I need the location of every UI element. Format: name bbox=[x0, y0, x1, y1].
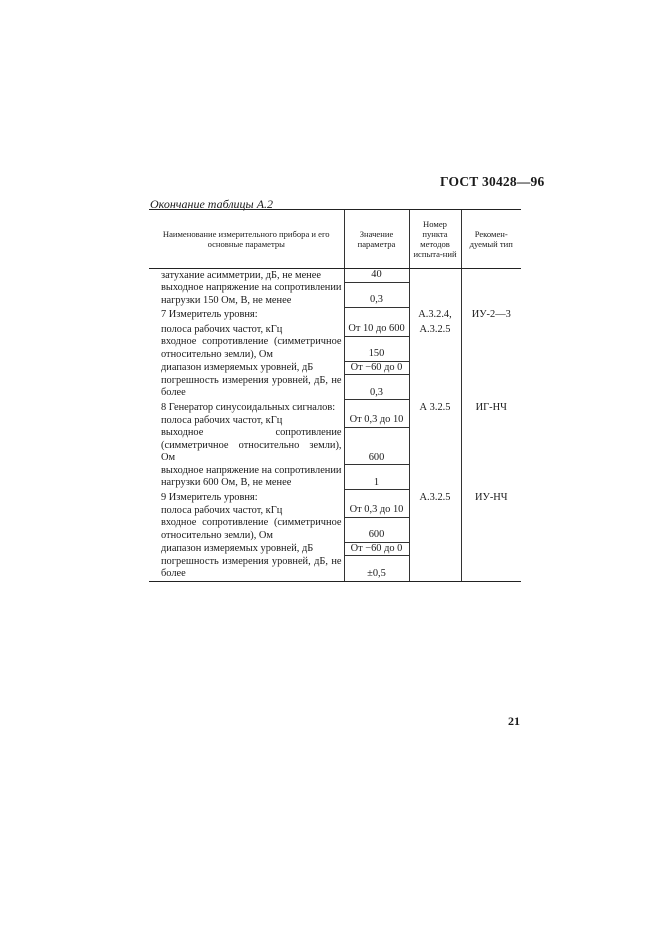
column-header-type: Рекомен-дуемый тип bbox=[461, 210, 521, 269]
column-header-clause: Номер пункта методов испыта-ний bbox=[409, 210, 461, 269]
row-type bbox=[461, 322, 521, 337]
row-clause bbox=[409, 465, 461, 490]
row-name: 7 Измеритель уровня: bbox=[161, 309, 258, 320]
row-name: полоса рабочих частот, кГц bbox=[161, 504, 283, 516]
row-value: 1 bbox=[344, 465, 409, 490]
row-value: От 0,3 до 10 bbox=[344, 414, 409, 427]
row-name: выходное сопротивление (симметричное относительно земли), Ом bbox=[161, 427, 342, 463]
row-name: погрешность измерения уровней, дБ, не более bbox=[161, 374, 342, 398]
row-clause: А.3.2.5 bbox=[419, 491, 451, 503]
row-value: От 10 до 600 bbox=[344, 322, 409, 337]
column-header-name: Наименование измерительного прибора и его основные параметры bbox=[149, 210, 344, 269]
row-type: ИУ-НЧ bbox=[461, 490, 521, 505]
row-name: диапазон измеряемых уровней, дБ bbox=[161, 362, 314, 373]
row-type bbox=[461, 336, 521, 361]
row-type bbox=[461, 465, 521, 490]
row-type bbox=[461, 542, 521, 556]
row-type: ИГ-НЧ bbox=[461, 400, 521, 415]
row-value bbox=[344, 490, 409, 505]
row-clause bbox=[409, 556, 461, 582]
page-number: 21 bbox=[508, 714, 520, 728]
row-name: диапазон измеряемых уровней, дБ bbox=[161, 543, 314, 554]
row-clause bbox=[409, 336, 461, 361]
row-type bbox=[461, 375, 521, 400]
row-name: полоса рабочих частот, кГц bbox=[161, 414, 283, 426]
row-name: входное сопротивление (симметричное относительно земли), Ом bbox=[161, 517, 342, 541]
table-caption: Окончание таблицы А.2 bbox=[150, 197, 274, 211]
row-clause bbox=[409, 361, 461, 375]
table-row bbox=[149, 542, 521, 556]
row-type bbox=[461, 361, 521, 375]
row-value: ±0,5 bbox=[344, 556, 409, 582]
table-row bbox=[149, 556, 521, 582]
row-type bbox=[461, 414, 521, 427]
row-value bbox=[344, 307, 409, 322]
table-header-row bbox=[149, 210, 521, 269]
row-clause bbox=[409, 517, 461, 542]
row-clause bbox=[409, 542, 461, 556]
row-clause bbox=[409, 504, 461, 517]
row-name: полоса рабочих частот, кГц bbox=[161, 323, 283, 335]
row-clause bbox=[409, 269, 461, 283]
row-name: входное сопротивление (симметричное относительно земли), Ом bbox=[161, 336, 342, 360]
row-value: 600 bbox=[344, 517, 409, 542]
row-type: ИУ-2—3 bbox=[461, 307, 521, 322]
row-clause: А.3.2.4, bbox=[418, 309, 452, 320]
row-type bbox=[461, 517, 521, 542]
row-type bbox=[461, 556, 521, 582]
row-clause: А 3.2.5 bbox=[419, 401, 451, 413]
row-value: 40 bbox=[344, 269, 409, 283]
row-name: затухание асимметрии, дБ, не менее bbox=[161, 269, 321, 281]
page-header-standard: ГОСТ 30428—96 bbox=[440, 174, 545, 189]
table-row bbox=[149, 361, 521, 375]
row-clause bbox=[409, 375, 461, 400]
table-row bbox=[149, 375, 521, 400]
table-row bbox=[149, 322, 521, 337]
table-row bbox=[149, 465, 521, 490]
table-row bbox=[149, 307, 521, 322]
table-row bbox=[149, 490, 521, 505]
table-row bbox=[149, 504, 521, 517]
row-type bbox=[461, 282, 521, 307]
table-row bbox=[149, 427, 521, 465]
row-value: От −60 до 0 bbox=[344, 542, 409, 556]
table-row bbox=[149, 282, 521, 307]
row-name: погрешность измерения уровней, дБ, не более bbox=[149, 556, 344, 582]
row-value: 0,3 bbox=[344, 282, 409, 307]
row-clause bbox=[409, 414, 461, 427]
row-clause: А.3.2.5 bbox=[419, 323, 451, 335]
column-header-value: Значение параметра bbox=[344, 210, 409, 269]
row-value: От −60 до 0 bbox=[344, 361, 409, 375]
row-type bbox=[461, 427, 521, 465]
row-name: выходное напряжение на сопротивлении нагрузки 150 Ом, В, не менее bbox=[161, 282, 342, 306]
parameters-table bbox=[149, 209, 521, 582]
row-type bbox=[461, 269, 521, 283]
row-clause bbox=[409, 427, 461, 465]
table-row bbox=[149, 400, 521, 415]
row-name: 8 Генератор синусоидальных сигналов: bbox=[161, 401, 336, 413]
row-value: 0,3 bbox=[344, 375, 409, 400]
table-row bbox=[149, 517, 521, 542]
row-name: 9 Измеритель уровня: bbox=[161, 491, 258, 503]
row-name: выходное напряжение на сопротивлении нагрузки 600 Ом, В, не менее bbox=[161, 464, 342, 488]
row-value: От 0,3 до 10 bbox=[344, 504, 409, 517]
table-row bbox=[149, 269, 521, 283]
table-row bbox=[149, 414, 521, 427]
row-type bbox=[461, 504, 521, 517]
row-value: 150 bbox=[344, 336, 409, 361]
row-clause bbox=[409, 282, 461, 307]
row-value: 600 bbox=[344, 427, 409, 465]
row-value bbox=[344, 400, 409, 415]
table-row bbox=[149, 336, 521, 361]
